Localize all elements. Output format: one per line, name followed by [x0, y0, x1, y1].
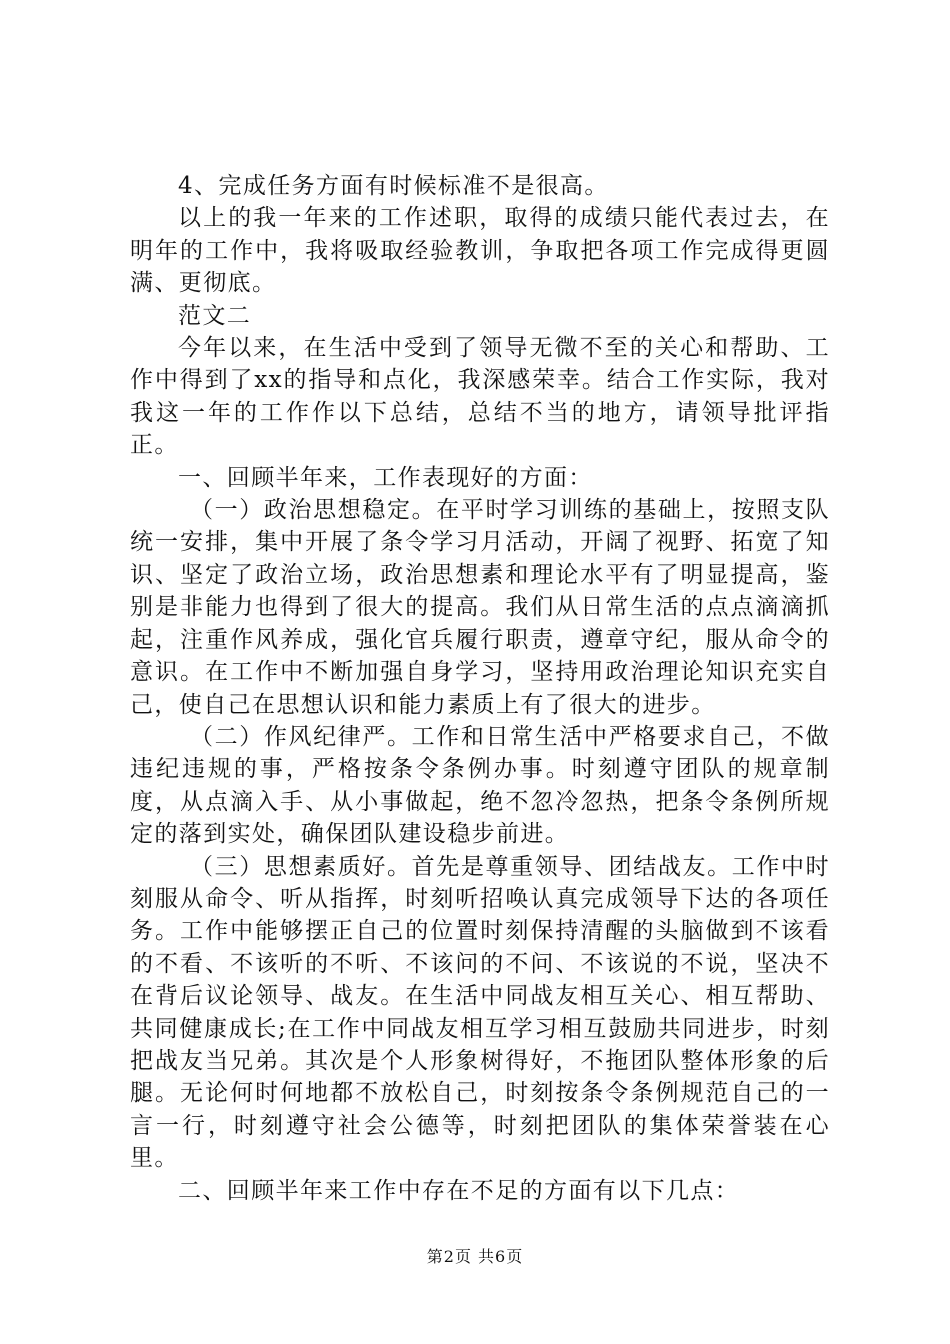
- paragraph-discipline: （二）作风纪律严。工作和日常生活中严格要求自己，不做违纪违规的事，严格按条令条例办事。时刻遵守团队的规章制度，从点滴入手、从小事做起，绝不忽冷忽热，把条令条例所规定的落到实处，确保团队建设稳步前进。: [130, 723, 830, 848]
- document-body: [130, 170, 830, 1207]
- heading-good-aspects: 一、回顾半年来，工作表现好的方面：: [178, 464, 593, 491]
- heading-shortcomings: 二、回顾半年来工作中存在不足的方面有以下几点：: [178, 1177, 740, 1204]
- section-heading-fanwen-er: 范文二: [178, 302, 252, 329]
- page-number-footer: 第2页 共6页: [426, 1247, 524, 1266]
- paragraph-political-thought: （一）政治思想稳定。在平时学习训练的基础上，按照支队统一安排，集中开展了条令学习月活动，开阔了视野、拓宽了知识、坚定了政治立场，政治思想素和理论水平有了明显提高，鉴别是非能力也得到了很大的提高。我们从日常生活的点点滴滴抓起，注重作风养成，强化官兵履行职责，遵章守纪，服从命令的意识。在工作中不断加强自身学习，坚持用政治理论知识充实自己，使自己在思想认识和能力素质上有了很大的进步。: [130, 497, 830, 718]
- paragraph-summary: 以上的我一年来的工作述职，取得的成绩只能代表过去，在明年的工作中，我将吸取经验教训，争取把各项工作完成得更圆满、更彻底。: [130, 205, 830, 297]
- paragraph-ideological-quality: （三）思想素质好。首先是尊重领导、团结战友。工作中时刻服从命令、听从指挥，时刻听招唤认真完成领导下达的各项任务。工作中能够摆正自己的位置时刻保持清醒的头脑做到不该看的不看、不该听的不听、不该问的不问、不该说的不说，坚决不在背后议论领导、战友。在生活中同战友相互关心、相互帮助、共同健康成长;在工作中同战友相互学习相互鼓励共同进步，时刻把战友当兄弟。其次是个人形象树得好，不拖团队整体形象的后腿。无论何时何地都不放松自己，时刻按条令条例规范自己的一言一行，时刻遵守社会公德等，时刻把团队的集体荣誉装在心里。: [130, 853, 830, 1172]
- paragraph-item-4: 4、完成任务方面有时候标准不是很高。: [178, 173, 609, 199]
- paragraph-intro: 今年以来，在生活中受到了领导无微不至的关心和帮助、工作中得到了xx的指导和点化，我深感荣幸。结合工作实际，我对我这一年的工作作以下总结，总结不当的地方，请领导批评指正。: [130, 335, 830, 459]
